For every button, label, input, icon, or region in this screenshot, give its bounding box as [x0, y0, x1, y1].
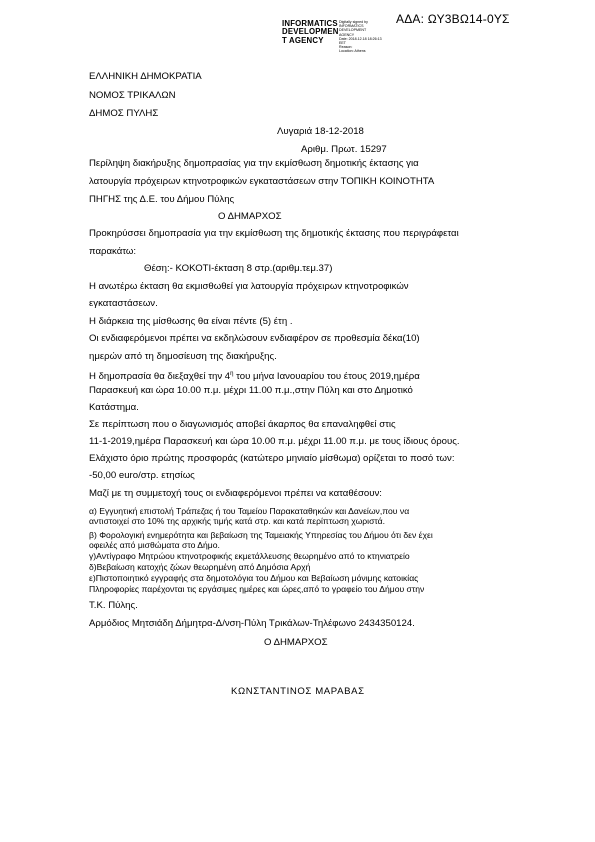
- body-paragraph: 11-1-2019,ημέρα Παρασκευή και ώρα 10.00 π.μ. μέχρι 11.00 π.μ. με τους ίδιους όρους.: [89, 436, 460, 447]
- body-paragraph: Σε περίπτωση που ο διαγωνισμός αποβεί άκαρπος θα επαναληφθεί στις: [89, 419, 396, 430]
- body-paragraph: Οι ενδιαφερόμενοι πρέπει να εκδηλώσουν ενδιαφέρον σε προθεσμία δέκα(10): [89, 333, 420, 344]
- signature-detail-line: Reason:: [339, 45, 353, 50]
- ordinal-superscript: η: [230, 371, 234, 377]
- document-requirement: οφειλές από μισθώματα στο Δήμο.: [89, 540, 220, 550]
- body-paragraph: Προκηρύσσει δημοπρασία για την εκμίσθωση της δημοτικής έκτασης που περιγράφεται: [89, 228, 459, 239]
- mayor-heading: Ο ΔΗΜΑΡΧΟΣ: [218, 211, 282, 222]
- logo-line: INFORMATICS: [282, 19, 338, 28]
- signature-detail-line: DEVELOPMENT AGENCY: [339, 28, 367, 37]
- digital-signature-details: [339, 20, 382, 54]
- logo-text: [282, 20, 339, 45]
- body-paragraph: Παρασκευή και ώρα 10.00 π.μ. μέχρι 11.00 π.μ.,στην Πύλη και στο Δημοτικό: [89, 385, 413, 396]
- signature-detail-line: EET: [339, 41, 346, 46]
- logo-line: T AGENCY: [282, 35, 324, 45]
- subject-line: ΠΗΓΗΣ της Δ.Ε. του Δήμου Πύλης: [89, 194, 235, 205]
- body-paragraph: Ελάχιστο όριο πρώτης προσφοράς (κατώτερο μηνιαίο μίσθωμα) ορίζεται το ποσό των:: [89, 453, 455, 464]
- signature-logo: [282, 19, 382, 54]
- body-paragraph: Η διάρκεια της μίσθωσης θα είναι πέντε (5) έτη .: [89, 316, 293, 327]
- subject-line: λατουργία πρόχειρων κτηνοτροφικών εγκαταστάσεων στην ΤΟΠΙΚΗ ΚΟΙΝΟΤΗΤΑ: [89, 176, 435, 187]
- letterhead-municipality: ΔΗΜΟΣ ΠΥΛΗΣ: [89, 108, 159, 119]
- document-requirement: δ)Βεβαίωση κατοχής ζώων θεωρημένη από Δημόσια Αρχή: [89, 562, 311, 572]
- document-requirement: γ)Αντίγραφο Μητρώου κτηνοτροφικής εκμετάλλευσης θεωρημένο από το κτηνιατρείο: [89, 551, 410, 561]
- ada-code: ΑΔΑ: ΩΥ3ΒΩ14-0ΥΣ: [396, 12, 510, 26]
- information-line: Τ.Κ. Πύλης.: [89, 600, 138, 611]
- letterhead-country: ΕΛΛΗΝΙΚΗ ΔΗΜΟΚΡΑΤΙΑ: [89, 71, 202, 82]
- document-requirement: α) Εγγυητική επιστολή Τράπεζας ή του Ταμείου Παρακαταθηκών και Δανείων,που να: [89, 506, 410, 516]
- body-paragraph: Η ανωτέρω έκταση θα εκμισθωθεί για λατουργία πρόχειρων κτηνοτροφικών: [89, 281, 409, 292]
- auction-date-text: Η δημοπρασία θα διεξαχθεί την 4: [89, 371, 231, 383]
- document-requirement: β) Φορολογική ενημερότητα και βεβαίωση της Ταμειακής Υπηρεσίας του Δήμου ότι δεν έχει: [89, 530, 433, 540]
- signature-detail-line: Location: Athens: [339, 49, 366, 54]
- body-paragraph: ημερών από τη δημοσίευση της διακήρυξης.: [89, 351, 277, 362]
- signature-detail-line: INFORMATICS: [339, 24, 364, 29]
- document-requirement: ε)Πιστοποιητικό εγγραφής στα δημοτολόγια του Δήμου και Βεβαίωση μόνιμης κατοικίας: [89, 573, 419, 583]
- document-date: Λυγαριά 18-12-2018: [277, 126, 364, 137]
- logo-line: DEVELOPMEN: [282, 27, 339, 37]
- body-paragraph: -50,00 euro/στρ. ετησίως: [89, 470, 195, 481]
- information-line: Πληροφορίες παρέχονται τις εργάσιμες ημέρες και ώρες,από το γραφείο του Δήμου στην: [89, 584, 425, 594]
- signature-detail-line: Digitally signed by: [339, 20, 368, 24]
- body-paragraph: εγκαταστάσεων.: [89, 298, 158, 309]
- body-paragraph: παρακάτω:: [89, 246, 137, 257]
- auction-date-text: του μήνα Ιανουαρίου του έτους 2019,ημέρα: [233, 371, 420, 383]
- letterhead-prefecture: ΝΟΜΟΣ ΤΡΙΚΑΛΩΝ: [89, 90, 176, 101]
- location-line: Θέση:- ΚΟΚΟΤΙ-έκταση 8 στρ.(αριθμ.τεμ.37): [144, 263, 333, 274]
- body-paragraph: Μαζί με τη συμμετοχή τους οι ενδιαφερόμενοι πρέπει να καταθέσουν:: [89, 488, 382, 499]
- closing-mayor-title: Ο ΔΗΜΑΡΧΟΣ: [264, 637, 328, 648]
- mayor-signature-name: ΚΩΝΣΤΑΝΤΙΝΟΣ ΜΑΡΑΒΑΣ: [231, 686, 365, 697]
- document-requirement: αντιστοιχεί στο 10% της αρχικής τιμής κατά στρ. και κατά περίπτωση χωριστά.: [89, 516, 386, 526]
- auction-date-line: [89, 368, 420, 383]
- subject-line: Περίληψη διακήρυξης δημοπρασίας για την εκμίσθωση δημοτικής έκτασης για: [89, 158, 419, 169]
- signature-detail-line: Date: 2018.12.18 18:26:13: [339, 36, 382, 41]
- body-paragraph: Κατάστημα.: [89, 402, 139, 413]
- protocol-number: Αριθμ. Πρωτ. 15297: [301, 144, 387, 155]
- contact-line: Αρμόδιος Μητσιάδη Δήμητρα-Δ/νση-Πύλη Τρικάλων-Τηλέφωνο 2434350124.: [89, 618, 415, 629]
